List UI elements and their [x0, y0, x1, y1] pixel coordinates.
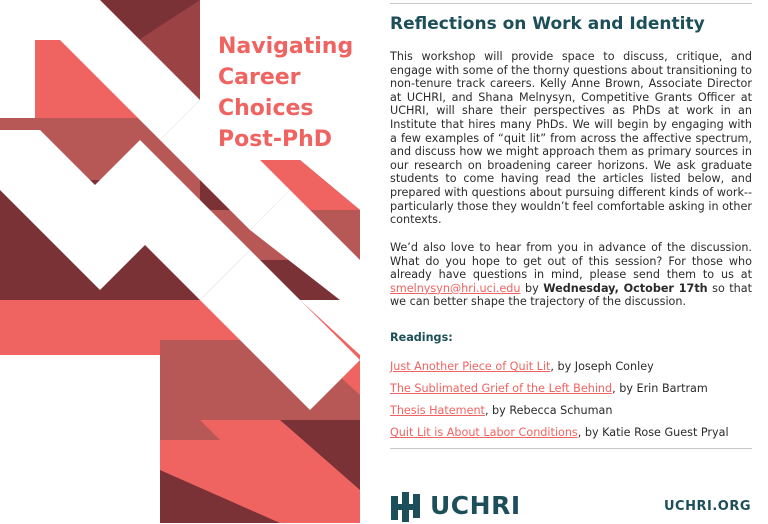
logo-wordmark: UCHRI — [430, 491, 521, 520]
reading-item — [390, 403, 760, 425]
reading-link[interactable]: Quit Lit is About Labor Conditions — [390, 426, 578, 439]
invite-text: We’d also love to hear from you in advance of the discussion. What do you hope to get out of this session? For those who already have questions in mind, please send them to us at — [390, 241, 752, 282]
bottom-divider — [390, 448, 752, 449]
email-link[interactable]: smelnysyn@hri.uci.edu — [390, 281, 521, 295]
reading-item — [390, 381, 760, 403]
invite-by: by — [520, 281, 544, 295]
headline-line: Navigating — [218, 34, 354, 59]
uchri-logo-icon — [389, 490, 423, 524]
reading-author: , by Erin Bartram — [612, 382, 708, 395]
headline-line: Post-PhD — [218, 127, 333, 152]
page-title: Reflections on Work and Identity — [390, 14, 705, 34]
intro-paragraph: This workshop will provide space to discuss, critique, and engage with some of the thorny questions about transitioning to non-tenure track careers. Kelly Anne Brown, Associate Director at UCHRI, and Shana Melnysyn, Competitive Grants Officer at UCHRI, will share their perspectives as PhDs at work in an Institute that hires many PhDs. We will begin by engaging with a few examples of “quit lit” from across the affective spectrum, and discuss how we might approach them as primary sources in our research on broadening career horizons. We ask graduate students to come having read the articles listed below, and prepared with questions about pursuing different kinds of work--particularly those they wouldn’t feel comfortable asking in other contexts. — [390, 50, 752, 227]
headline-line: Career — [218, 65, 301, 90]
reading-link[interactable]: Just Another Piece of Quit Lit — [390, 360, 551, 373]
reading-item — [390, 425, 760, 447]
deadline: Wednesday, October 17th — [543, 281, 708, 295]
reading-author: , by Rebecca Schuman — [484, 404, 613, 417]
reading-author: , by Katie Rose Guest Pryal — [577, 426, 729, 439]
invite-after: so that we can better shape the trajectory of the discussion. — [390, 281, 752, 309]
invite-paragraph — [390, 241, 752, 309]
reading-link[interactable]: Thesis Hatement — [390, 404, 485, 417]
site-url: UCHRI.ORG — [664, 499, 751, 514]
headline — [218, 31, 378, 155]
top-divider — [390, 3, 752, 4]
headline-line: Choices — [218, 96, 314, 121]
readings-list — [390, 359, 760, 447]
reading-author: , by Joseph Conley — [550, 360, 654, 373]
reading-item — [390, 359, 760, 381]
reading-link[interactable]: The Sublimated Grief of the Left Behind — [390, 382, 613, 395]
readings-heading: Readings: — [390, 331, 453, 344]
